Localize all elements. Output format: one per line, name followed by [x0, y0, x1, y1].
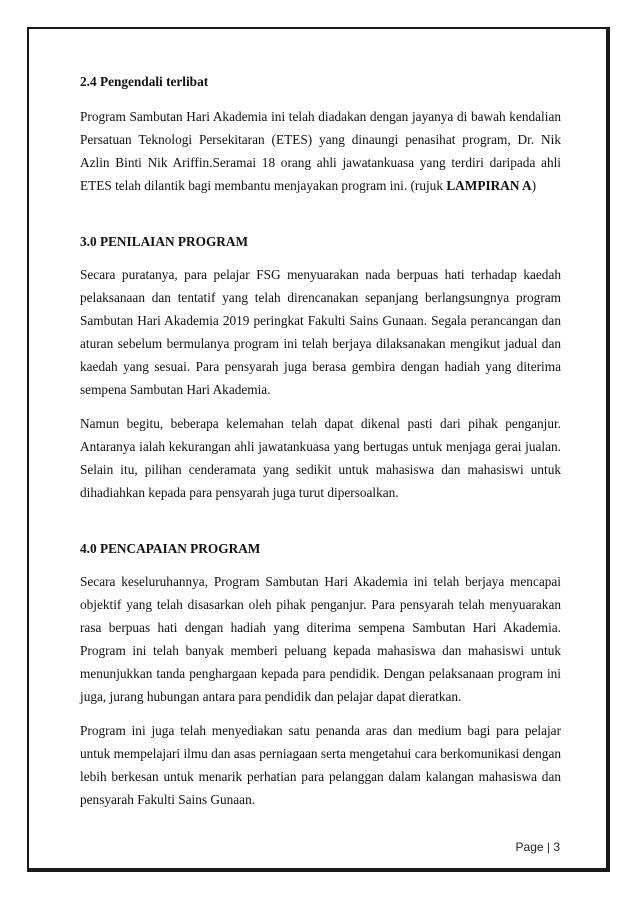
paragraph — [80, 570, 561, 708]
section-heading: 3.0 PENILAIAN PROGRAM — [80, 234, 249, 249]
paragraph — [80, 412, 561, 504]
text-run: Secara puratanya, para pelajar FSG menyuarakan nada berpuas hati terhadap kaedah pelaksanaan dan tentatif yang telah direncanakan sepanjang berlangsungnya program Sambutan Hari Akademia 2019 peringkat Fakulti Sains Gunaan. Segala perancangan dan aturan sebelum bermulanya program ini telah berjaya dilaksanakan mengikut jadual dan kaedah yang sesuai. Para pensyarah juga berasa gembira dengan hadiah yang diterima sempena Sambutan Hari Akademia. — [80, 267, 561, 397]
text-run-bold: LAMPIRAN A — [446, 178, 532, 193]
section-pencapaian — [80, 537, 561, 811]
text-run: Namun begitu, beberapa kelemahan telah dapat dikenal pasti dari pihak penganjur. Antaranya ialah kekurangan ahli jawatankuasa yang bertugas untuk menjaga gerai jualan. Selain itu, pilihan cenderamata yang sedikit untuk mahasiswa dan mahasiswi untuk dihadiahkan kepada para pensyarah juga turut dipersoalkan. — [80, 416, 561, 500]
paragraph — [80, 263, 561, 401]
text-run: ) — [531, 178, 537, 193]
text-run: Program ini juga telah menyediakan satu penanda aras dan medium bagi para pelajar untuk mempelajari ilmu dan asas perniagaan serta mengetahui cara berkomunikasi dengan lebih berkesan untuk menarik perhatian para pelanggan dalam kalangan mahasiswa dan pensyarah Fakulti Sains Gunaan. — [80, 723, 561, 807]
page-number: Page | 3 — [515, 840, 560, 854]
section-pengendali — [80, 70, 561, 197]
text-run: Secara keseluruhannya, Program Sambutan Hari Akademia ini telah berjaya mencapai objektif yang telah disasarkan oleh pihak penganjur. Para pensyarah telah menyuarakan rasa berpuas hati dengan hadiah yang diterima sempena Sambutan Hari Akademia. Program ini telah banyak memberi peluang kepada mahasiswa dan mahasiswi untuk menunjukkan tanda penghargaan kepada para pendidik. Dengan pelaksanaan program ini juga, jurang hubungan antara para pendidik dan pelajar dapat dieratkan. — [80, 574, 561, 704]
paragraph — [80, 719, 561, 811]
section-penilaian — [80, 230, 561, 504]
text-run: Program Sambutan Hari Akademia ini telah diadakan dengan jayanya di bawah kendalian Persatuan Teknologi Persekitaran (ETES) yang dinaungi penasihat program, Dr. Nik Azlin Binti Nik Ariffin.Seramai 18 orang ahli jawatankuasa yang terdiri daripada ahli ETES telah dilantik bagi membantu menjayakan program ini. (rujuk — [80, 109, 561, 193]
section-heading: 4.0 PENCAPAIAN PROGRAM — [80, 541, 261, 556]
section-heading: 2.4 Pengendali terlibat — [80, 74, 209, 89]
document-body — [80, 70, 561, 811]
paragraph — [80, 105, 561, 197]
